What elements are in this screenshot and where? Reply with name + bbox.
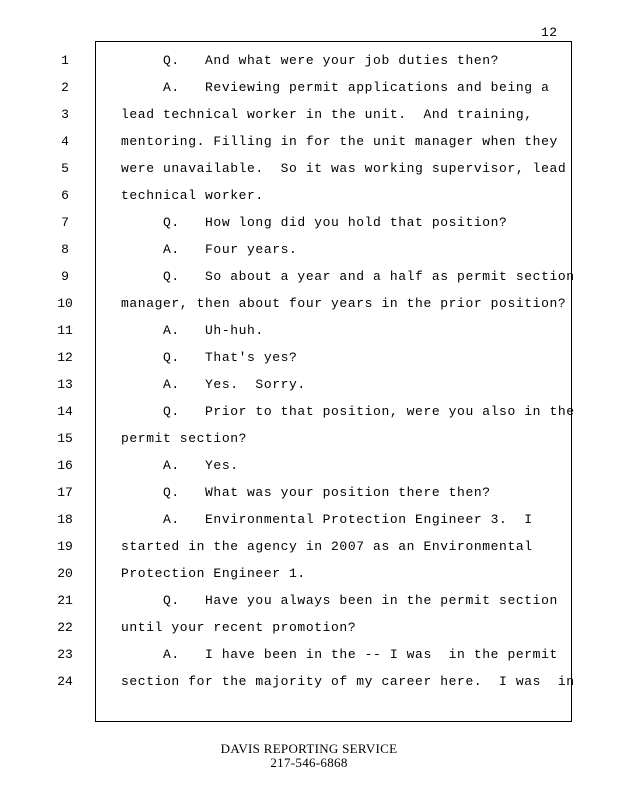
line-number: 19 — [57, 539, 73, 554]
transcript-line: A. Four years. — [121, 242, 298, 257]
line-number: 9 — [61, 269, 69, 284]
transcript-line: mentoring. Filling in for the unit manager when they — [121, 134, 558, 149]
line-number: 7 — [61, 215, 69, 230]
transcript-line: Q. That's yes? — [121, 350, 298, 365]
transcript-line: Q. So about a year and a half as permit section — [121, 269, 575, 284]
transcript-line: started in the agency in 2007 as an Environmental — [121, 539, 533, 554]
line-number: 1 — [61, 53, 69, 68]
line-number: 8 — [61, 242, 69, 257]
line-number: 17 — [57, 485, 73, 500]
transcript-line: Q. How long did you hold that position? — [121, 215, 508, 230]
transcript-line: A. Uh-huh. — [121, 323, 264, 338]
line-number: 22 — [57, 620, 73, 635]
transcript-line: A. Yes. — [121, 458, 239, 473]
line-number: 4 — [61, 134, 69, 149]
line-number: 20 — [57, 566, 73, 581]
transcript-line: lead technical worker in the unit. And training, — [121, 107, 533, 122]
transcript-line: were unavailable. So it was working supervisor, lead — [121, 161, 567, 176]
transcript-line: A. Reviewing permit applications and being a — [121, 80, 550, 95]
line-number: 18 — [57, 512, 73, 527]
transcript-line: A. I have been in the -- I was in the permit — [121, 647, 558, 662]
line-number: 2 — [61, 80, 69, 95]
transcript-line: technical worker. — [121, 188, 264, 203]
line-number: 12 — [57, 350, 73, 365]
transcript-line: A. Environmental Protection Engineer 3. I — [121, 512, 533, 527]
reporting-service-phone: 217-546-6868 — [270, 755, 348, 770]
transcript-line: Protection Engineer 1. — [121, 566, 306, 581]
line-number: 13 — [57, 377, 73, 392]
transcript-line: until your recent promotion? — [121, 620, 357, 635]
transcript-line: Q. What was your position there then? — [121, 485, 491, 500]
line-number: 10 — [57, 296, 73, 311]
transcript-line: A. Yes. Sorry. — [121, 377, 306, 392]
line-number: 23 — [57, 647, 73, 662]
transcript-line: section for the majority of my career here. I was in — [121, 674, 575, 689]
transcript-line: Q. Prior to that position, were you also in the — [121, 404, 575, 419]
line-number: 14 — [57, 404, 73, 419]
line-number: 3 — [61, 107, 69, 122]
line-number: 11 — [57, 323, 73, 338]
transcript-line: Q. And what were your job duties then? — [121, 53, 500, 68]
transcript-line: permit section? — [121, 431, 248, 446]
line-number: 21 — [57, 593, 73, 608]
transcript-line: Q. Have you always been in the permit section — [121, 593, 558, 608]
line-number: 24 — [57, 674, 73, 689]
reporting-service-name: DAVIS REPORTING SERVICE — [220, 741, 398, 756]
line-number: 6 — [61, 188, 69, 203]
line-number: 5 — [61, 161, 69, 176]
line-number: 15 — [57, 431, 73, 446]
transcript-line: manager, then about four years in the prior position? — [121, 296, 567, 311]
line-number: 16 — [57, 458, 73, 473]
page-number: 12 — [541, 25, 558, 40]
